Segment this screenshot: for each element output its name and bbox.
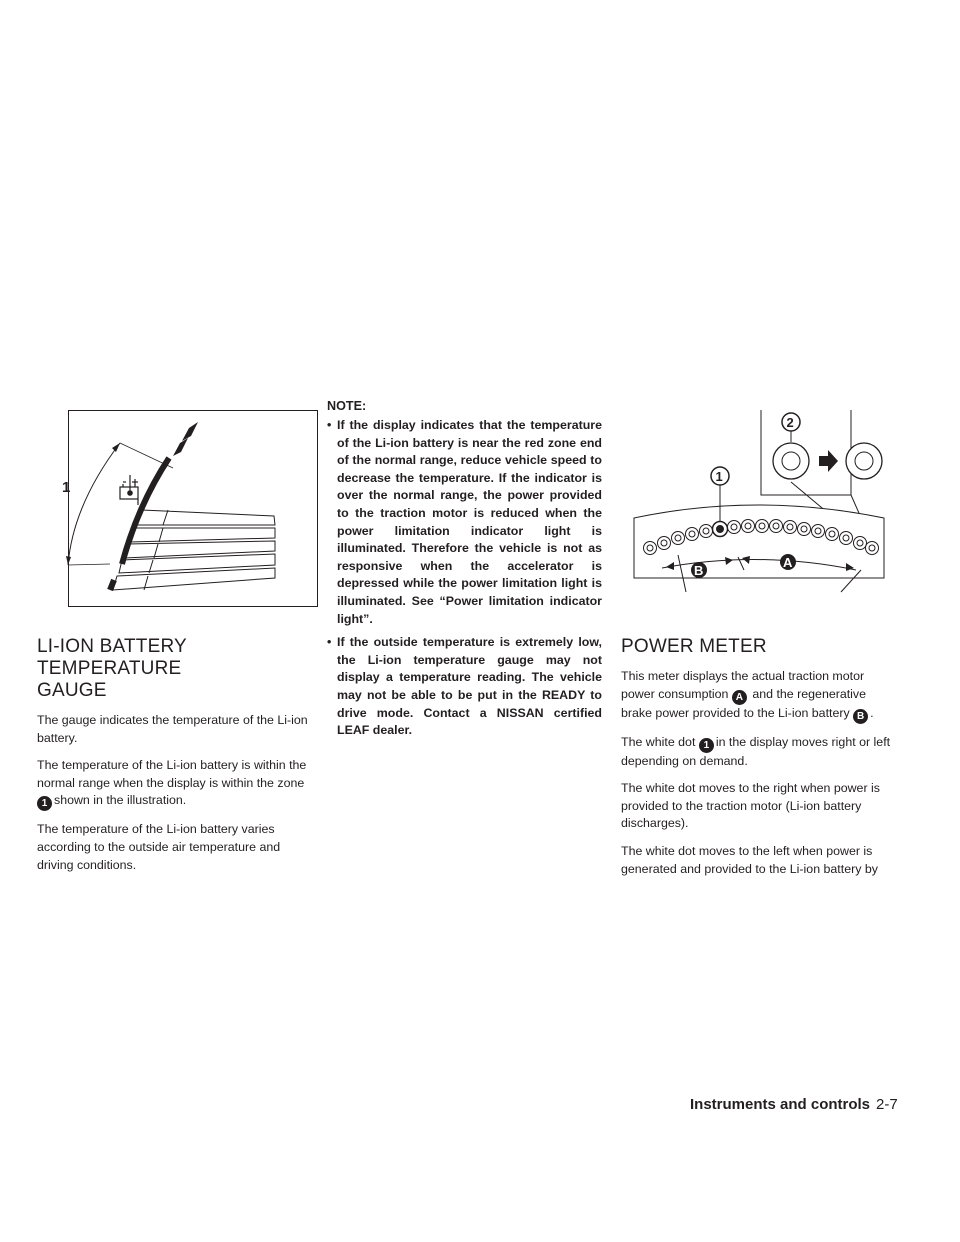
svg-text:1: 1 [715,469,723,484]
footer-section-title: Instruments and controls [690,1096,871,1113]
page-footer [690,1096,900,1114]
svg-text:2: 2 [786,415,794,430]
callout-a-icon: A [732,690,747,705]
svg-text:1: 1 [62,479,71,496]
paragraph: The temperature of the Li-ion battery is within the normal range when the display is within the zone 1 shown in the illustration. [37,758,307,810]
page-number: 2-7 [876,1096,898,1113]
section-heading: LI-ION BATTERY TEMPERATURE GAUGE [37,636,187,701]
svg-text:B: B [694,563,704,578]
label-b-icon [691,562,707,578]
power-meter-illustration [626,410,888,600]
note-item: • If the display indicates that the temperature of the Li-ion battery is near the red zone end of the normal range, reduce vehicle speed to decrease the temperature. If the indicator is over the normal range, the power provided to the traction motor is reduced when the power limitation indicator light is illuminated. Therefore the vehicle is not as responsive when the accelerator is depressed while the power limitation light is illuminated. See “Power limitation indicator light”. [327,418,602,626]
arrow-right-icon [819,450,838,472]
temperature-gauge-illustration [62,410,318,607]
label-a-icon [780,554,796,570]
power-meter-section [621,636,896,888]
paragraph: The white dot moves to the left when power is generated and provided to the Li-ion battery by [621,843,878,876]
paragraph: The white dot 1 in the display moves right or left depending on demand. [621,734,891,768]
section-heading: POWER METER [621,636,767,657]
note-title: NOTE: [327,399,367,413]
paragraph: This meter displays the actual traction motor power consumption A and the regenerative brake power provided to the Li-ion battery B . [621,669,874,722]
paragraph: The temperature of the Li-ion battery varies according to the outside air temperature and driving conditions. [37,822,281,872]
battery-temperature-section [37,636,311,884]
paragraph: The gauge indicates the temperature of the Li-ion battery. [37,713,308,745]
svg-text:A: A [783,555,793,570]
callout-b-icon: B [853,709,868,724]
callout-1-icon [62,479,70,496]
callout-1-icon: 1 [37,796,52,811]
note-item: • If the outside temperature is extremely low, the Li-ion temperature gauge may not display a temperature reading. The vehicle may not be able to be put in the READY to drive mode. Contact a NISSAN certified LEAF dealer. [327,635,602,738]
callout-1-icon: 1 [699,738,714,753]
note-section [327,399,602,746]
paragraph: The white dot moves to the right when power is provided to the traction motor (Li-ion battery discharges). [621,781,880,831]
